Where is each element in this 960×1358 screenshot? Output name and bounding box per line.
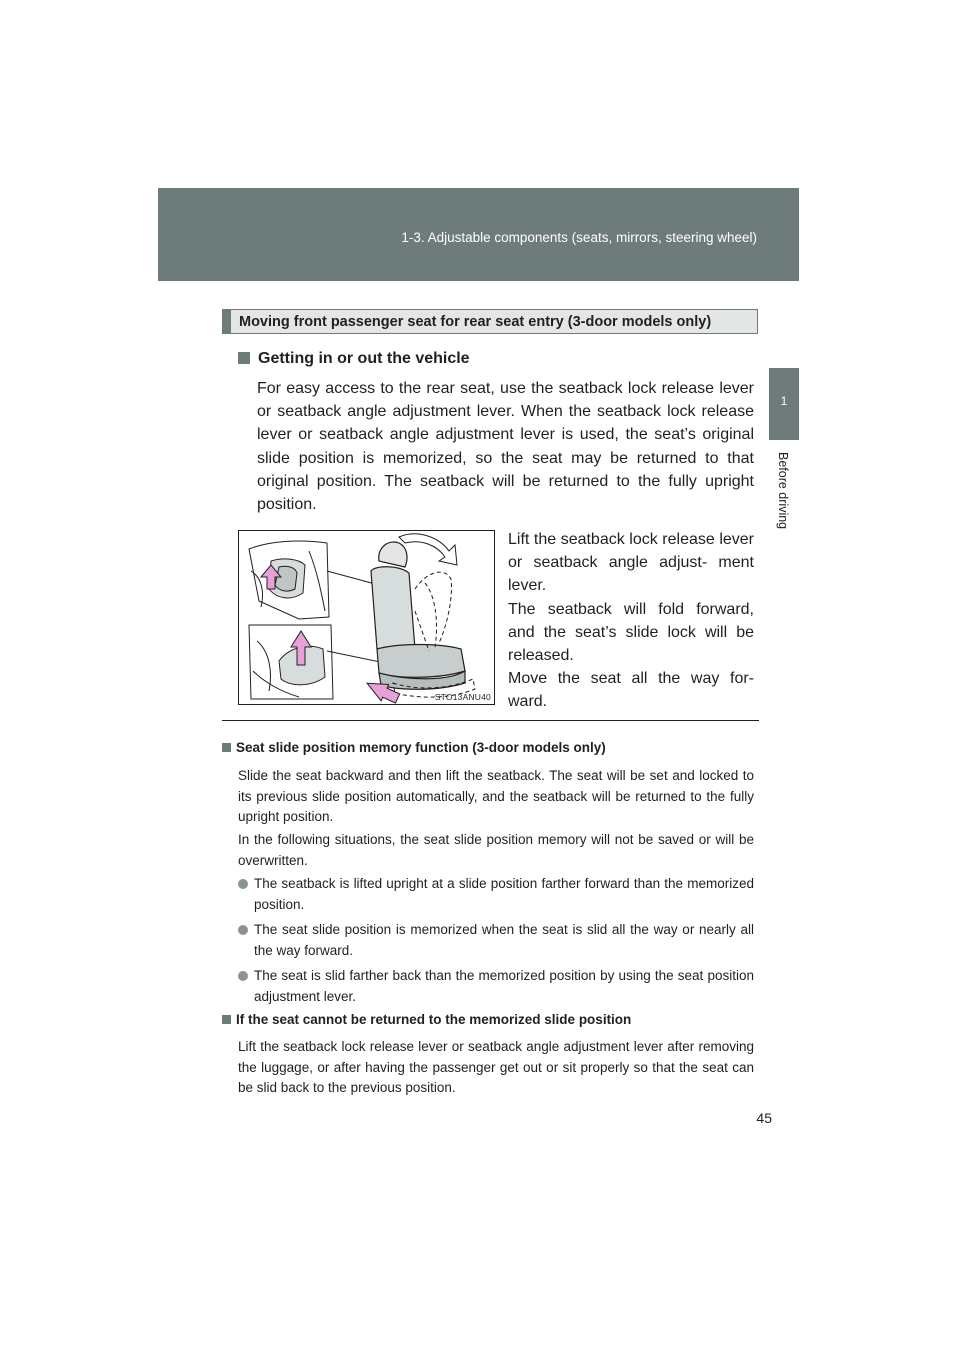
square-bullet-icon [222,743,231,752]
note-paragraph: Slide the seat backward and then lift the seatback. The seat will be set and locked to its previous slide position automatically, and the seatback will be returned to the fully upright position. [238,768,754,824]
section-title: Moving front passenger seat for rear seat entry (3-door models only) [239,314,712,330]
note-heading [222,740,606,755]
figure-step: Lift the seatback lock release lever or seatback angle adjust- ment lever. [508,531,754,595]
bullet-dot-icon [238,971,248,981]
bullet-text: The seat slide position is memorized when the seat is slid all the way or nearly all the way forward. [254,922,754,958]
bullet-dot-icon [238,925,248,935]
bullet-dot-icon [238,879,248,889]
page-number: 45 [756,1110,772,1126]
note-heading-text: If the seat cannot be returned to the memorized slide position [236,1012,632,1027]
section-heading-bar [223,310,231,333]
note-paragraph: Lift the seatback lock release lever or seatback angle adjustment lever after removing the luggage, or after having the passenger get out or sit properly so that the seat can be slid back to the previous position. [238,1039,754,1095]
page-header [158,188,799,281]
bullet-text: The seatback is lifted upright at a slide position farther forward than the memorized position. [254,876,754,912]
bullet-item [238,874,754,915]
note-heading-text: Seat slide position memory function (3-door models only) [236,740,606,755]
figure-step: Move the seat all the way for- ward. [508,670,754,711]
subheading-text: Getting in or out the vehicle [258,350,470,367]
seat-folding-diagram [239,531,494,704]
section-heading [222,309,758,334]
seat-illustration [238,530,495,705]
square-bullet-icon [238,352,250,364]
figure-code: STO13ANU40 [434,692,491,702]
intro-paragraph: For easy access to the rear seat, use the seatback lock release lever or seatback angle adjustment lever. When the seatback lock release lever or seatback angle adjustment lever is used, the seat’s original slide position is memorized, so the seat may be returned to that original position. The seatback will be returned to the fully upright position. [257,380,754,514]
bullet-text: The seat is slid farther back than the memorized position by using the seat position adjustment lever. [254,968,754,1004]
square-bullet-icon [222,1015,231,1024]
chapter-number: 1 [780,394,788,408]
note-heading [222,1012,631,1027]
figure-step: The seatback will fold forward, and the seat’s slide lock will be released. [508,600,754,665]
subheading [238,350,470,368]
header-title: 1-3. Adjustable components (seats, mirrors, steering wheel) [401,230,757,245]
figure-steps [508,528,754,714]
bullet-item [238,966,754,1007]
chapter-label: Before driving [776,452,790,530]
bullet-item [238,920,754,961]
chapter-tab [769,368,799,440]
note-paragraph: In the following situations, the seat slide position memory will not be saved or will be overwritten. [238,832,754,868]
divider [222,720,759,721]
